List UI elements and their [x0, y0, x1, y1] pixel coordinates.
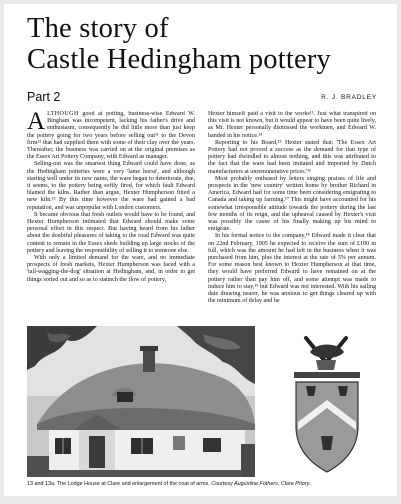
- author-byline: R. J. BRADLEY: [321, 94, 377, 101]
- coat-of-arms-photo: [276, 326, 379, 477]
- paragraph-2: Selling-out was the smartest thing Edward could have done, as the Hedingham potteries were a very 'lame horse', and although starting well under its new name, the ware began to deteriorate, due, it seems, to the pottery being softly fired, for which fault Edward blamed the kilns. Rather than argue, Hexter Humpherson fitted a new kiln.¹³ By this time however the ware had gained a bad reputation, and was unpopular with London customers.: [27, 161, 195, 211]
- text-column-right: [208, 111, 376, 323]
- caption-text: 13 and 13a. The Lodge House at Clare and enlargement of the coat of arms.: [27, 481, 210, 487]
- article-title: [27, 13, 331, 75]
- paragraph-6: Reporting to his Board,¹⁵ Hexter stated that: 'The Essex Art Pottery had not proved a success as the demand for that type of pottery had dwindled to almost nothing, and this was attributed to the fact that the ware had been imitated and imported by Dutch manufacturers at unremunerative prices.'¹⁶: [208, 139, 376, 175]
- part-label: Part 2: [27, 90, 61, 104]
- text-column-left: [27, 111, 195, 323]
- figure-caption: [27, 481, 382, 488]
- title-line-2: Castle Hedingham pottery: [27, 44, 331, 75]
- drop-cap: A: [27, 111, 46, 135]
- title-line-1: The story of: [27, 13, 169, 44]
- paragraph-5: Hexter himself paid a visit to the works¹³. Just what transpired on this visit is not known, but it would appear to have been quite lively, as Mr. Hexter personally dismissed the workmen, and Edward W. handed in his notice.¹⁴: [208, 111, 376, 139]
- paragraph-7: Most probably enthused by letters singing praises of life and prospects in the 'new country' written home by brother Richard in America, Edward had for some time been considering emigrating to Canada and taking up farming.¹⁷ This might have accounted for his somewhat irresponsible attitude towards the pottery during the last few months of its reign, and the upheaval caused by Hexter's visit was possibly the cause of his finally making up his mind to emigrate.: [208, 175, 376, 233]
- paragraph-1-text: good at potting, business-wise Edward W. Bingham was incompetent, lacking his father's drive and enthusiasm, consequently he did little more than just keep the pottery going for two years before selling out¹¹ to the Devon firm¹² that had supplied them with some of their clay over the years. Thereafter, the business was carried on at the original premises as the Essex Art Pottery Company, with Edward as manager.: [27, 111, 195, 161]
- lodge-house-photo: [27, 326, 255, 477]
- opening-smallcaps: LTHOUGH: [47, 111, 79, 117]
- magazine-page: [4, 4, 397, 496]
- paragraph-3: It became obvious that fresh outlets would have to be found, and Hexter Humpherson intimated that Edward should make some personal effort in this respect. But having heard from his father about the doubtful pleasures of taking to the road Edward was quite content to remain in the Essex sheds building up large stocks of the pottery and leaving the responsibility of selling it to someone else.: [27, 211, 195, 254]
- caption-credit: Courtesy Augustine Fothers, Clare Priory.: [211, 481, 311, 487]
- paragraph-4: With only a limited demand for the ware, and no immediate prospects of fresh markets, Hexter Humpherson was faced with a 'tail-wagging-the-dog' situation at Hedingham, and, in order to get things sorted out and so as to staunch the flow of pottery,: [27, 255, 195, 283]
- paragraph-1: [27, 111, 195, 161]
- paragraph-8: In his formal notice to the company,¹⁸ Edward made it clear that on 22nd February, 1905 he expected to receive the sum of £100 in full, which was the amount he had left in the business when it was purchased from him, plus the interest at the rate of 5% per annum. For some reason best known to Hexter Humpherson at that time, they would have preferred Edward to have remained on at the pottery rather than pay him off, and some attempt was made to induce him to stay,¹⁹ but Edward was not interested. With his sailing date drawing nearer, he was anxious to get things cleared up with the minimum of delay and he: [208, 233, 376, 305]
